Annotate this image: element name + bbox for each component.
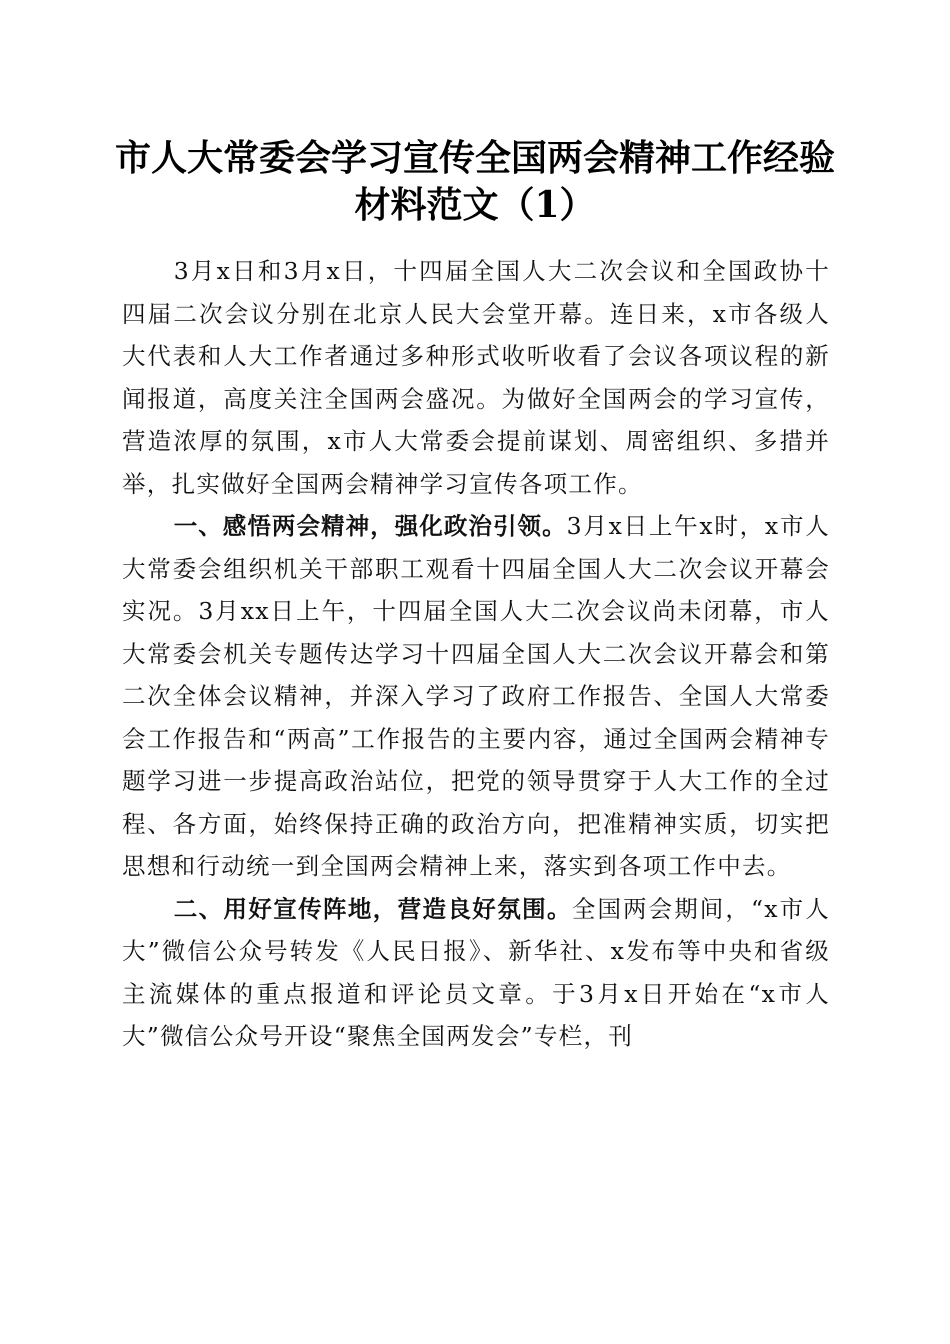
paragraph-section-2 <box>122 888 830 1058</box>
paragraph-intro <box>122 250 830 505</box>
paragraph-heading: 一、感悟两会精神，强化政治引领。 <box>173 512 567 540</box>
paragraph-section-1 <box>122 505 830 888</box>
document-body <box>122 250 830 1058</box>
document-title: 市人大常委会学习宣传全国两会精神工作经验材料范文（1） <box>114 137 835 226</box>
paragraph-text: 3月x日和3月x日，十四届全国人大二次会议和全国政协十四届二次会议分别在北京人民大会堂开幕。连日来，x市各级人大代表和人大工作者通过多种形式收听收看了会议各项议程的新闻报道，高度关注全国两会盛况。为做好全国两会的学习宣传，营造浓厚的氛围，x市人大常委会提前谋划、周密组织、多措并举，扎实做好全国两会精神学习宣传各项工作。 <box>122 257 830 498</box>
paragraph-text: 全国两会期间，“x市人大”微信公众号转发《人民日报》、新华社、x发布等中央和省级主流媒体的重点报道和评论员文章。于3月x日开始在“x市人大”微信公众号开设“聚焦全国两发会”专栏，刊 <box>122 894 830 1050</box>
paragraph-heading: 二、用好宣传阵地，营造良好氛围。 <box>173 894 572 923</box>
paragraph-text: 3月x日上午x时，x市人大常委会组织机关干部职工观看十四届全国人大二次会议开幕会实况。3月xx日上午，十四届全国人大二次会议尚未闭幕，市人大常委会机关专题传达学习十四届全国人大二次会议开幕会和第二次全体会议精神，并深入学习了政府工作报告、全国人大常委会工作报告和“两高”工作报告的主要内容，通过全国两会精神专题学习进一步提高政治站位，把党的领导贯穿于人大工作的全过程、各方面，始终保持正确的政治方向，把准精神实质，切实把思想和行动统一到全国两会精神上来，落实到各项工作中去。 <box>122 512 830 880</box>
